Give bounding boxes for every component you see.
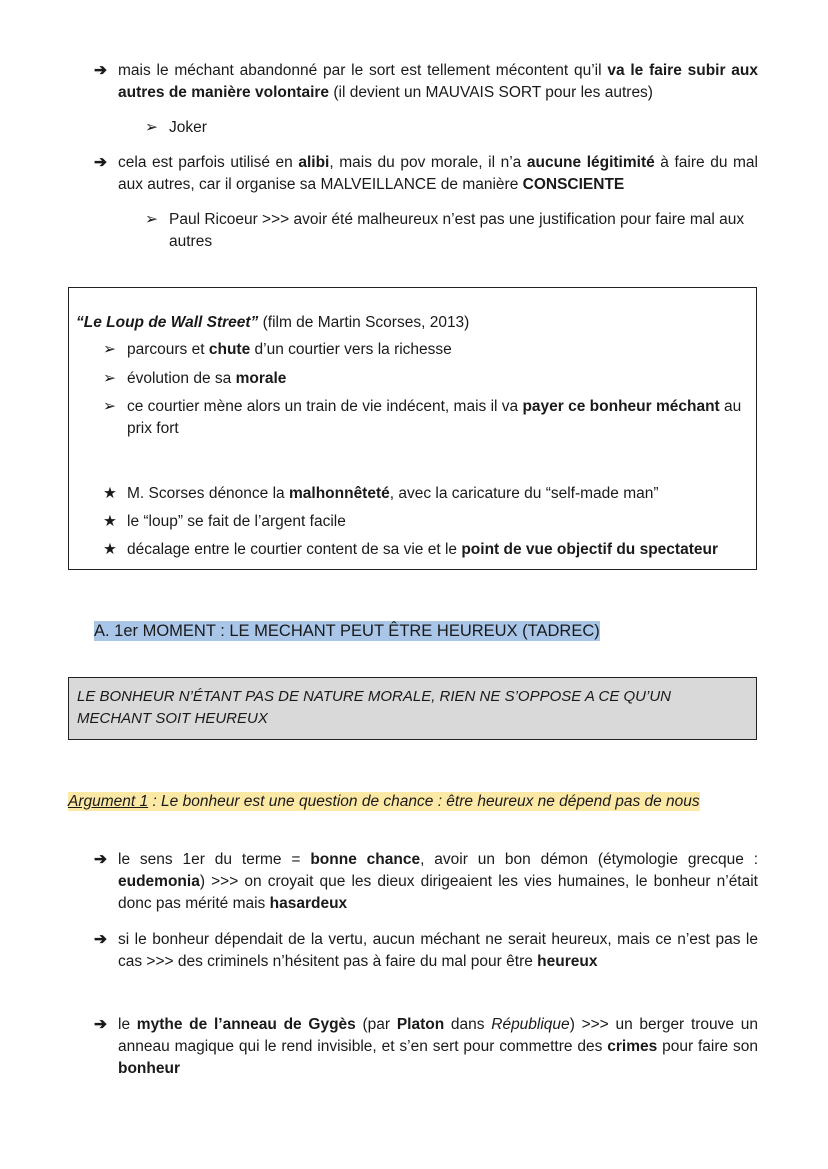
bullet-item (94, 1014, 758, 1080)
arrow-icon: ➔ (94, 154, 107, 171)
text: cela est parfois utilisé en (118, 154, 299, 171)
sub-bullet-item (145, 117, 758, 139)
bold-text: aucune légitimité (526, 154, 655, 171)
arrowhead-icon: ➢ (103, 370, 116, 387)
bold-text: crimes (607, 1038, 658, 1055)
thesis-box (68, 677, 757, 740)
text: ) >>> un berger trouve un anneau magique qui le rend invisible, et s’en sert pour commettre des (118, 1016, 758, 1055)
bold-text: alibi (298, 154, 330, 171)
section-heading (94, 620, 600, 643)
bullet-item (94, 60, 758, 104)
text: si le bonheur dépendait de la vertu, aucun méchant ne serait heureux, mais ce n’est pas le cas >>> des criminels n’hésitent pas à faire du mal pour être (118, 931, 758, 970)
text: à faire du mal aux autres, car il organise sa MALVEILLANCE de manière (118, 154, 758, 193)
bold-text: heureux (537, 953, 598, 970)
arrowhead-icon: ➢ (103, 398, 116, 415)
text: , avoir un bon démon (étymologie grecque : (420, 851, 759, 868)
bold-text: bonheur (118, 1060, 180, 1077)
italic-text: République (491, 1016, 570, 1033)
text: parcours et (127, 341, 209, 358)
text: évolution de sa (127, 370, 236, 387)
arrow-icon: ➔ (94, 62, 107, 79)
text: M. Scorses dénonce la (127, 485, 289, 502)
bold-text: morale (235, 370, 287, 387)
bullet-item (94, 849, 758, 915)
text: le (118, 1016, 137, 1033)
text: , mais du pov morale, il n’a (329, 154, 527, 171)
film-box (68, 287, 757, 570)
text: (par (355, 1016, 397, 1033)
bullet-item (94, 152, 758, 196)
film-title-line (76, 312, 746, 334)
text: dans (444, 1016, 492, 1033)
bold-text: hasardeux (269, 895, 348, 912)
bold-text: malhonnêteté (288, 485, 390, 502)
text: mais le méchant abandonné par le sort est tellement mécontent qu’il (118, 62, 608, 79)
text: Joker (169, 119, 207, 136)
arrow-icon: ➔ (94, 851, 107, 868)
arrow-icon: ➔ (94, 931, 107, 948)
text: , avec la caricature du “self-made man” (389, 485, 659, 502)
argument-heading (68, 791, 700, 813)
text: au prix fort (127, 398, 742, 437)
text: Paul Ricoeur >>> avoir été malheureux n’est pas une justification pour faire mal aux autres (169, 211, 745, 250)
star-icon: ★ (103, 485, 117, 502)
bullet-item (94, 929, 758, 973)
bold-text: Platon (396, 1016, 445, 1033)
film-bullet (103, 368, 749, 390)
bold-text: mythe de l’anneau de Gygès (136, 1016, 356, 1033)
arrow-icon: ➔ (94, 1016, 107, 1033)
argument-text: : Le bonheur est une question de chance : être heureux ne dépend pas de nous (148, 793, 700, 810)
bold-text: chute (208, 341, 251, 358)
section-heading-text: A. 1er MOMENT : LE MECHANT PEUT ÊTRE HEUREUX (TADREC) (94, 622, 600, 640)
arrowhead-icon: ➢ (145, 119, 158, 136)
text: décalage entre le courtier content de sa vie et le (127, 541, 462, 558)
sub-bullet-item (145, 209, 758, 253)
argument-label: Argument 1 (68, 793, 149, 810)
bold-text: va le faire subir aux autres de manière volontaire (118, 62, 758, 101)
text: le “loup” se fait de l’argent facile (127, 513, 346, 530)
thesis-text: LE BONHEUR N’ÉTANT PAS DE NATURE MORALE, RIEN NE S’OPPOSE A CE QU’UN MECHANT SOIT HEUREUX (77, 688, 671, 727)
film-subtitle: (film de Martin Scorses, 2013) (258, 314, 470, 331)
text: le sens 1er du terme = (118, 851, 311, 868)
bold-text: payer ce bonheur méchant (522, 398, 720, 415)
film-star-item (103, 539, 749, 561)
star-icon: ★ (103, 541, 117, 558)
film-bullet (103, 396, 749, 440)
star-icon: ★ (103, 513, 117, 530)
bold-text: bonne chance (310, 851, 421, 868)
bold-text: CONSCIENTE (522, 176, 625, 193)
bold-text: eudemonia (118, 873, 200, 890)
text: d’un courtier vers la richesse (250, 341, 452, 358)
text: pour faire son (657, 1038, 758, 1055)
text: ce courtier mène alors un train de vie indécent, mais il va (127, 398, 523, 415)
film-star-item (103, 483, 749, 505)
arrowhead-icon: ➢ (145, 211, 158, 228)
film-title: “Le Loup de Wall Street” (76, 314, 259, 331)
film-star-item (103, 511, 749, 533)
text: ) >>> on croyait que les dieux dirigeaient les vies humaines, le bonheur n’était donc pas mérité mais (118, 873, 758, 912)
film-bullet (103, 339, 749, 361)
arrowhead-icon: ➢ (103, 341, 116, 358)
text: (il devient un MAUVAIS SORT pour les autres) (329, 84, 653, 101)
bold-text: point de vue objectif du spectateur (461, 541, 718, 558)
